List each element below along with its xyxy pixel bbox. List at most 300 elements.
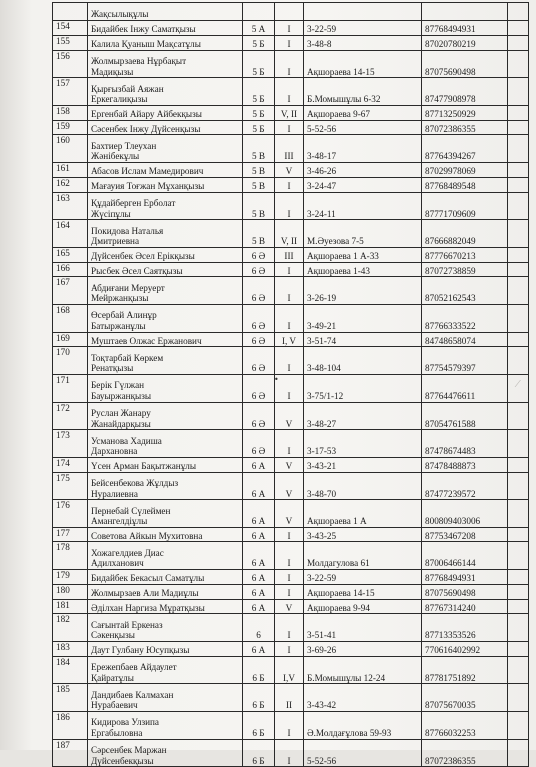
cell-address [304, 3, 422, 21]
table-row [53, 614, 529, 642]
cell-name: Жақсылықұлы [88, 3, 243, 21]
cell-phone: 87478674483 [422, 430, 508, 458]
cell-class: 6 Ә [243, 277, 275, 305]
cell-shift: I [275, 739, 304, 767]
table-row [53, 500, 529, 528]
cell-class: 5 В [243, 177, 275, 192]
cell-number: 179 [53, 570, 88, 585]
cell-extra [508, 656, 529, 684]
cell-extra [508, 192, 529, 220]
cell-name [88, 135, 243, 163]
cell-name [88, 684, 243, 712]
cell-phone: 87764394267 [422, 135, 508, 163]
cell-phone: 87478488873 [422, 457, 508, 472]
cell-shift: II [275, 684, 304, 712]
cell-name [88, 162, 243, 177]
student-name-line: Мағауия Тоғжан Мұханқызы [91, 180, 205, 191]
cell-address: 3-46-26 [304, 162, 422, 177]
student-name-line: Калила Қуаныш Мақсатұлы [91, 39, 201, 49]
cell-phone: 87006466144 [422, 542, 508, 570]
cell-address: 5-52-56 [304, 739, 422, 767]
cell-number: 177 [53, 527, 88, 542]
cell-shift: V, II [275, 105, 304, 120]
ink-mark: • [274, 375, 279, 384]
cell-phone: 87072738859 [422, 262, 508, 277]
student-name-line: Дүйсенбекқызы [91, 755, 154, 766]
cell-shift: I [275, 584, 304, 599]
cell-name [88, 656, 243, 684]
cell-phone: 87771709609 [422, 192, 508, 220]
cell-class: 6 Ә [243, 304, 275, 332]
student-name-line: Муштаев Олжас Ержанович [91, 335, 202, 346]
cell-shift: I [275, 262, 304, 277]
student-name-line: Құдайберген Ерболат [91, 197, 176, 208]
cell-phone: 770616402992 [422, 642, 508, 657]
student-name-line: Бидайбек Інжу Саматқызы [91, 24, 196, 35]
cell-shift: I [275, 304, 304, 332]
table-row [53, 262, 529, 277]
cell-shift: I [275, 642, 304, 657]
student-name-line: Ренатқызы [91, 363, 134, 374]
cell-number: 166 [53, 262, 88, 277]
student-name-line: Покидова Наталья [91, 225, 164, 236]
student-name-line: Еркегалиқызы [91, 94, 148, 105]
table-row [53, 374, 529, 402]
table-row [53, 430, 529, 458]
cell-extra [508, 135, 529, 163]
cell-name [88, 277, 243, 305]
table-row [53, 35, 529, 50]
student-name-line: Сәсенбек Інжу Дүйсенқызы [91, 123, 201, 134]
table-row [53, 304, 529, 332]
table-row [53, 78, 529, 106]
cell-shift: III [275, 135, 304, 163]
cell-number: 187 [53, 739, 88, 767]
cell-shift: V [275, 500, 304, 528]
cell-name [88, 220, 243, 248]
cell-class: 5 Б [243, 50, 275, 78]
cell-address: Ақшораева 9-67 [304, 105, 422, 120]
table-row [53, 712, 529, 740]
student-name-line: Ережепбаев Айдаулет [91, 662, 177, 673]
table-row [53, 135, 529, 163]
cell-name [88, 262, 243, 277]
student-name-line: Нурабаевич [91, 700, 138, 711]
table-row [53, 162, 529, 177]
student-name-line: Сәкенқызы [91, 630, 135, 641]
student-name-line: Жәнібекұлы [91, 151, 140, 162]
cell-class: 6 А [243, 472, 275, 500]
cell-extra [508, 570, 529, 585]
cell-name [88, 712, 243, 740]
cell-extra [508, 262, 529, 277]
cell-phone: 87075670035 [422, 684, 508, 712]
cell-address: Ақшораева 14-15 [304, 50, 422, 78]
student-name-line: Мейржанқызы [91, 293, 149, 304]
table-row [53, 347, 529, 375]
cell-address: 3-24-11 [304, 192, 422, 220]
student-name-line: Бахтиер Тлеухан [91, 140, 157, 151]
student-name-line: Дандибаев Калмахан [91, 689, 174, 700]
table-row [53, 472, 529, 500]
cell-name [88, 542, 243, 570]
cell-shift: I [275, 570, 304, 585]
student-name-line: Даут Гулбану Юсупқызы [91, 645, 190, 656]
student-name-line: Жанайдарқызы [91, 418, 151, 429]
cell-name [88, 78, 243, 106]
table-row [53, 584, 529, 599]
cell-address: 3-43-25 [304, 527, 422, 542]
cell-class: 6 Ә [243, 332, 275, 347]
cell-shift: I [275, 177, 304, 192]
student-name-line: Жолмырзаева Нұрбақыт [91, 56, 187, 66]
cell-address: Ақшораева 14-15 [304, 584, 422, 599]
student-name-line: Жолмырзаев Али Мадиұлы [91, 588, 199, 599]
cell-number: 170 [53, 347, 88, 375]
cell-extra [508, 500, 529, 528]
cell-address: Ақшораева 1 А-33 [304, 247, 422, 262]
cell-extra [508, 739, 529, 767]
cell-extra [508, 472, 529, 500]
cell-extra [508, 162, 529, 177]
cell-phone: 87713250929 [422, 105, 508, 120]
cell-number: 184 [53, 656, 88, 684]
cell-shift: I [275, 542, 304, 570]
student-name-line: Ергабыловна [91, 728, 143, 739]
cell-extra [508, 457, 529, 472]
student-name-line: Дмитриевна [91, 236, 140, 247]
cell-extra [508, 542, 529, 570]
cell-extra [508, 347, 529, 375]
cell-address: Молдагулова 61 [304, 542, 422, 570]
cell-extra [508, 78, 529, 106]
cell-number: 185 [53, 684, 88, 712]
cell-extra [508, 277, 529, 305]
cell-address: Ақшораева 1 А [304, 500, 422, 528]
cell-phone: 87776670213 [422, 247, 508, 262]
cell-class: 6 Ә [243, 247, 275, 262]
student-name-line: Берік Гүлжан [91, 380, 145, 391]
cell-number: 169 [53, 332, 88, 347]
cell-number: 173 [53, 430, 88, 458]
cell-class: 6 Ә [243, 347, 275, 375]
cell-address: 3-43-42 [304, 684, 422, 712]
cell-address: 3-75/1-12 [304, 374, 422, 402]
cell-phone: 87054761588 [422, 402, 508, 430]
student-table-body [53, 3, 529, 767]
cell-phone: 87072386355 [422, 739, 508, 767]
cell-name [88, 374, 243, 402]
table-row [53, 120, 529, 135]
student-name-line: Пернебай Сүлеймен [91, 505, 171, 516]
cell-address: 3-17-53 [304, 430, 422, 458]
table-row [53, 105, 529, 120]
cell-class: 6 А [243, 642, 275, 657]
student-name-line: Рысбек Әсел Саятқызы [91, 265, 183, 276]
cell-address: 3-48-70 [304, 472, 422, 500]
cell-phone: 87767314240 [422, 599, 508, 614]
cell-name [88, 614, 243, 642]
cell-number: 171 [53, 374, 88, 402]
cell-name [88, 304, 243, 332]
cell-phone: 87666882049 [422, 220, 508, 248]
cell-number: 172 [53, 402, 88, 430]
cell-number: 160 [53, 135, 88, 163]
cell-shift: I [275, 50, 304, 78]
cell-extra [508, 642, 529, 657]
cell-shift: I [275, 35, 304, 50]
cell-shift: I [275, 527, 304, 542]
cell-class: 6 А [243, 599, 275, 614]
student-name-line: Бейсенбекова Жұлдыз [91, 477, 179, 488]
cell-number: 156 [53, 50, 88, 78]
cell-number: 159 [53, 120, 88, 135]
cell-extra [508, 599, 529, 614]
cell-class: 5 В [243, 220, 275, 248]
table-row [53, 656, 529, 684]
cell-extra [508, 402, 529, 430]
cell-address: 3-22-59 [304, 570, 422, 585]
cell-shift: V [275, 162, 304, 177]
cell-shift: V [275, 457, 304, 472]
cell-phone: 87764476611 [422, 374, 508, 402]
cell-phone: 87781751892 [422, 656, 508, 684]
cell-class: 6 Б [243, 656, 275, 684]
table-row [53, 50, 529, 78]
table-row [53, 642, 529, 657]
cell-phone: 87477908978 [422, 78, 508, 106]
cell-number: 165 [53, 247, 88, 262]
cell-extra [508, 614, 529, 642]
cell-number: 183 [53, 642, 88, 657]
cell-number: 161 [53, 162, 88, 177]
cell-class: 6 А [243, 457, 275, 472]
cell-phone [422, 3, 508, 21]
student-name-line: Тоқтарбай Көркем [91, 352, 164, 363]
cell-extra [508, 712, 529, 740]
table-row [53, 527, 529, 542]
cell-phone: 800809403006 [422, 500, 508, 528]
cell-address: 3-48-8 [304, 35, 422, 50]
cell-class: 5 В [243, 135, 275, 163]
cell-phone: 87020780219 [422, 35, 508, 50]
student-name-line: Дархановна [91, 446, 138, 457]
cell-class: 6 А [243, 527, 275, 542]
student-name-line: Өсербай Алинұр [91, 310, 157, 321]
cell-phone: 87075690498 [422, 584, 508, 599]
cell-phone: 87766333522 [422, 304, 508, 332]
cell-class: 6 А [243, 542, 275, 570]
cell-phone: 87713353526 [422, 614, 508, 642]
cell-shift [275, 3, 304, 21]
table-row [53, 684, 529, 712]
cell-address: 3-51-74 [304, 332, 422, 347]
cell-address: М.Әуезова 7-5 [304, 220, 422, 248]
cell-number: 178 [53, 542, 88, 570]
cell-class: 5 В [243, 192, 275, 220]
student-name-line: Бауыржанқызы [91, 390, 152, 401]
table-row [53, 21, 529, 36]
cell-number: 162 [53, 177, 88, 192]
cell-name [88, 402, 243, 430]
cell-shift: I [275, 21, 304, 36]
student-name-line: Бидайбек Бекасыл Саматұлы [91, 573, 205, 584]
cell-class: 5 Б [243, 105, 275, 120]
cell-name [88, 500, 243, 528]
cell-class: 6 Б [243, 712, 275, 740]
cell-name [88, 192, 243, 220]
table-row [53, 332, 529, 347]
cell-shift: I [275, 430, 304, 458]
cell-phone: 87768494931 [422, 21, 508, 36]
cell-class [243, 3, 275, 21]
cell-shift: I [275, 712, 304, 740]
cell-shift: I [275, 120, 304, 135]
cell-address: 3-69-26 [304, 642, 422, 657]
cell-address: 3-48-27 [304, 402, 422, 430]
student-name-line: Дүйсенбек Әсел Ерікқызы [91, 250, 195, 261]
cell-class: 6 Ә [243, 374, 275, 402]
table-row-continued [53, 3, 529, 21]
cell-phone: 87477239572 [422, 472, 508, 500]
table-row [53, 177, 529, 192]
cell-address: 3-48-104 [304, 347, 422, 375]
student-name-line: Амангелдіұлы [91, 516, 148, 527]
student-name-line: Кидирова Улзипа [91, 717, 160, 728]
cell-number: 176 [53, 500, 88, 528]
student-name-line: Сағынтай Еркеназ [91, 619, 163, 630]
student-name-line: Ергенбай Айару Айбекқызы [91, 108, 202, 119]
cell-shift: I [275, 614, 304, 642]
cell-name [88, 332, 243, 347]
cell-address: Ақшораева 9-94 [304, 599, 422, 614]
cell-address: Ә.Молдағұлова 59-93 [304, 712, 422, 740]
cell-extra [508, 50, 529, 78]
cell-name [88, 177, 243, 192]
cell-extra [508, 21, 529, 36]
cell-extra [508, 35, 529, 50]
cell-name [88, 472, 243, 500]
cell-extra [508, 120, 529, 135]
table-row [53, 457, 529, 472]
cell-number: 174 [53, 457, 88, 472]
cell-class: 6 А [243, 584, 275, 599]
student-name-line: Адилханович [91, 558, 144, 569]
cell-number: 155 [53, 35, 88, 50]
cell-name [88, 584, 243, 599]
student-name-line: Үсен Арман Бақытжанұлы [91, 460, 197, 471]
cell-class: 5 Б [243, 78, 275, 106]
cell-phone: 87753467208 [422, 527, 508, 542]
cell-extra [508, 430, 529, 458]
cell-name [88, 739, 243, 767]
cell-name [88, 457, 243, 472]
cell-extra [508, 304, 529, 332]
student-name-line: Советова Айкын Мухитовна [91, 530, 203, 541]
cell-number: 181 [53, 599, 88, 614]
student-name-line: Хожагелдиев Диас [91, 547, 164, 558]
cell-phone: 87075690498 [422, 50, 508, 78]
cell-address: 3-43-21 [304, 457, 422, 472]
cell-name [88, 599, 243, 614]
cell-phone: 84748658074 [422, 332, 508, 347]
cell-name [88, 430, 243, 458]
table-row [53, 247, 529, 262]
cell-number: 182 [53, 614, 88, 642]
pencil-mark: ⁄ [517, 380, 519, 390]
table-row [53, 402, 529, 430]
cell-extra [508, 105, 529, 120]
table-row [53, 277, 529, 305]
cell-phone: 87768489548 [422, 177, 508, 192]
cell-name [88, 35, 243, 50]
cell-shift: I [275, 78, 304, 106]
cell-shift: I [275, 192, 304, 220]
student-name-line: Сәрсенбек Маржан [91, 745, 167, 756]
cell-class: 6 Ә [243, 262, 275, 277]
cell-shift: V [275, 472, 304, 500]
cell-address: 3-22-59 [304, 21, 422, 36]
cell-number: 168 [53, 304, 88, 332]
cell-name [88, 570, 243, 585]
cell-class: 6 Б [243, 684, 275, 712]
cell-phone: 87754579397 [422, 347, 508, 375]
student-name-line: Батыржанұлы [91, 320, 146, 331]
table-row [53, 739, 529, 767]
cell-extra [508, 220, 529, 248]
cell-address: 3-48-17 [304, 135, 422, 163]
cell-address: 3-49-21 [304, 304, 422, 332]
cell-shift: I [275, 277, 304, 305]
cell-class: 5 Б [243, 35, 275, 50]
cell-phone: 87766032253 [422, 712, 508, 740]
student-name-line: Мадиқызы [91, 66, 134, 77]
cell-number: 164 [53, 220, 88, 248]
table-row [53, 542, 529, 570]
cell-shift: I,V [275, 656, 304, 684]
cell-class: 6 А [243, 500, 275, 528]
cell-name [88, 21, 243, 36]
cell-class: 5 Б [243, 120, 275, 135]
cell-number: 180 [53, 584, 88, 599]
cell-phone: 87768494931 [422, 570, 508, 585]
student-name-line: Руслан Жанару [91, 407, 151, 418]
student-name-line: Қайратұлы [91, 672, 134, 683]
cell-number [53, 3, 88, 21]
cell-number: 186 [53, 712, 88, 740]
cell-phone: 87072386355 [422, 120, 508, 135]
cell-number: 157 [53, 78, 88, 106]
cell-address: 3-24-47 [304, 177, 422, 192]
cell-name [88, 247, 243, 262]
table-row [53, 192, 529, 220]
cell-address: Б.Момышұлы 12-24 [304, 656, 422, 684]
cell-number: 175 [53, 472, 88, 500]
cell-shift: I, V [275, 332, 304, 347]
student-name-line: Усманова Хадиша [91, 435, 162, 446]
cell-shift: I [275, 347, 304, 375]
student-name-line: Нуралиевна [91, 488, 138, 499]
student-name-line: Абасов Ислам Мамедирович [91, 166, 204, 177]
cell-class: 5 В [243, 162, 275, 177]
cell-name [88, 50, 243, 78]
cell-extra [508, 684, 529, 712]
student-table [52, 2, 529, 767]
cell-extra [508, 177, 529, 192]
cell-shift: V, II [275, 220, 304, 248]
cell-name [88, 120, 243, 135]
cell-class: 5 А [243, 21, 275, 36]
